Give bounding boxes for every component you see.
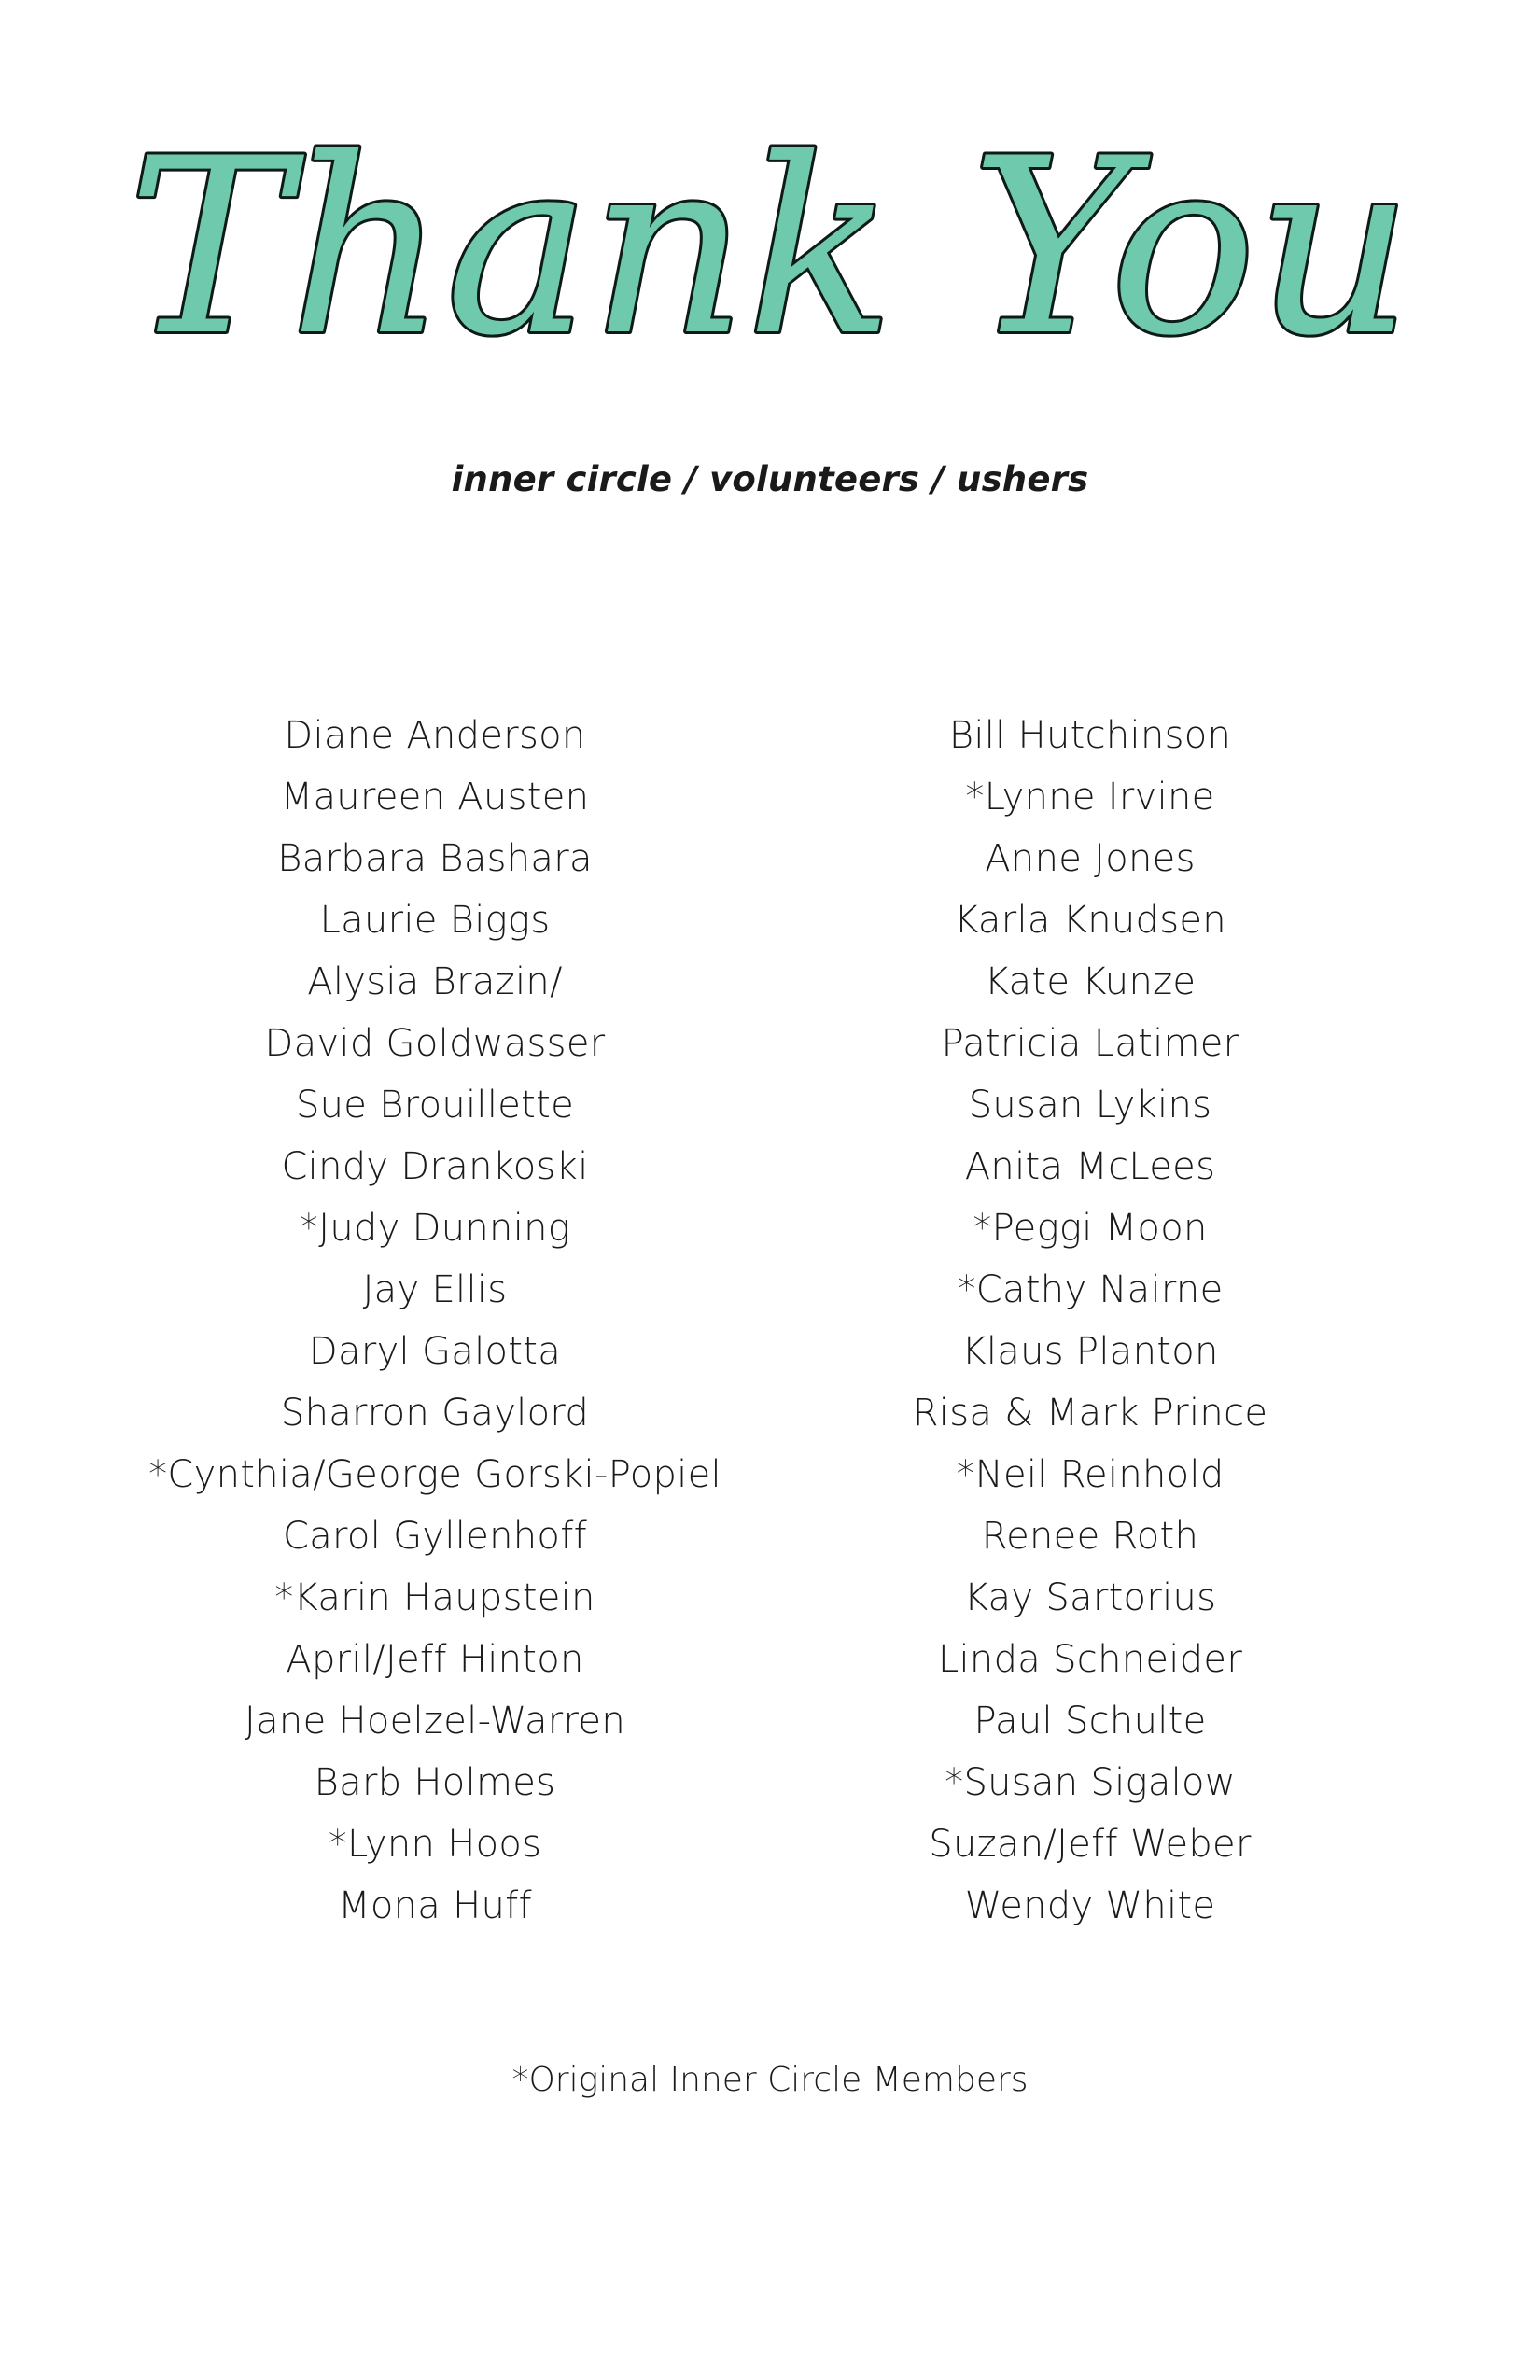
name-entry: *Lynne Irvine [965,776,1215,819]
name-entry: Barbara Bashara [277,837,593,880]
name-entry: Barb Holmes [314,1761,556,1804]
name-entry: Patricia Latimer [941,1022,1239,1065]
name-entry: Mona Huff [338,1884,532,1927]
name-entry: Paul Schulte [973,1700,1207,1743]
footnote: *Original Inner Circle Members [511,2061,1029,2099]
name-entry: *Susan Sigalow [945,1761,1236,1804]
names-column-left [62,705,808,1937]
name-entry: *Karin Haupstein [274,1576,595,1619]
name-entry: Suzan/Jeff Weber [929,1823,1252,1866]
name-entry: *Judy Dunning [299,1207,571,1250]
name-entry: Risa & Mark Prince [912,1392,1268,1435]
name-entry: *Cynthia/George Gorski-Popiel [148,1453,721,1496]
name-entry: Jane Hoelzel-Warren [245,1700,625,1743]
name-entry: Renee Roth [981,1515,1199,1558]
name-entry: *Neil Reinhold [956,1453,1225,1496]
name-entry: April/Jeff Hinton [286,1638,584,1681]
title-script [0,84,1540,476]
name-entry: Karla Knudsen [954,899,1226,942]
title-graphic [0,84,1540,476]
name-entry: Cindy Drankoski [281,1145,589,1188]
name-entry: Kay Sartorius [963,1576,1217,1619]
name-entry: David Goldwasser [264,1022,606,1065]
name-entry: Diane Anderson [284,714,586,757]
title-text: Thank You [127,107,1413,389]
name-entry: Jay Ellis [362,1268,508,1311]
name-entry: Anne Jones [985,837,1196,880]
name-entry: Klaus Planton [961,1330,1219,1373]
names-column-right [717,705,1463,1937]
subtitle: inner circle / volunteers / ushers [451,459,1089,499]
name-entry: Alysia Brazin/ [307,960,563,1003]
name-entry: Sharron Gaylord [280,1392,590,1435]
name-entry: Carol Gyllenhoff [283,1515,587,1558]
name-entry: *Cathy Nairne [957,1268,1224,1311]
name-entry: Anita McLees [964,1145,1216,1188]
name-entry: *Lynn Hoos [328,1823,542,1866]
name-entry: *Peggi Moon [973,1207,1208,1250]
name-entry: Daryl Galotta [308,1330,562,1373]
name-entry: Linda Schneider [937,1638,1243,1681]
name-entry: Bill Hutchinson [948,714,1232,757]
name-entry: Susan Lykins [968,1084,1212,1127]
name-entry: Maureen Austen [280,776,590,819]
name-entry: Sue Brouillette [295,1084,575,1127]
name-entry: Wendy White [964,1884,1216,1927]
name-entry: Kate Kunze [984,960,1197,1003]
name-entry: Laurie Biggs [319,899,551,942]
